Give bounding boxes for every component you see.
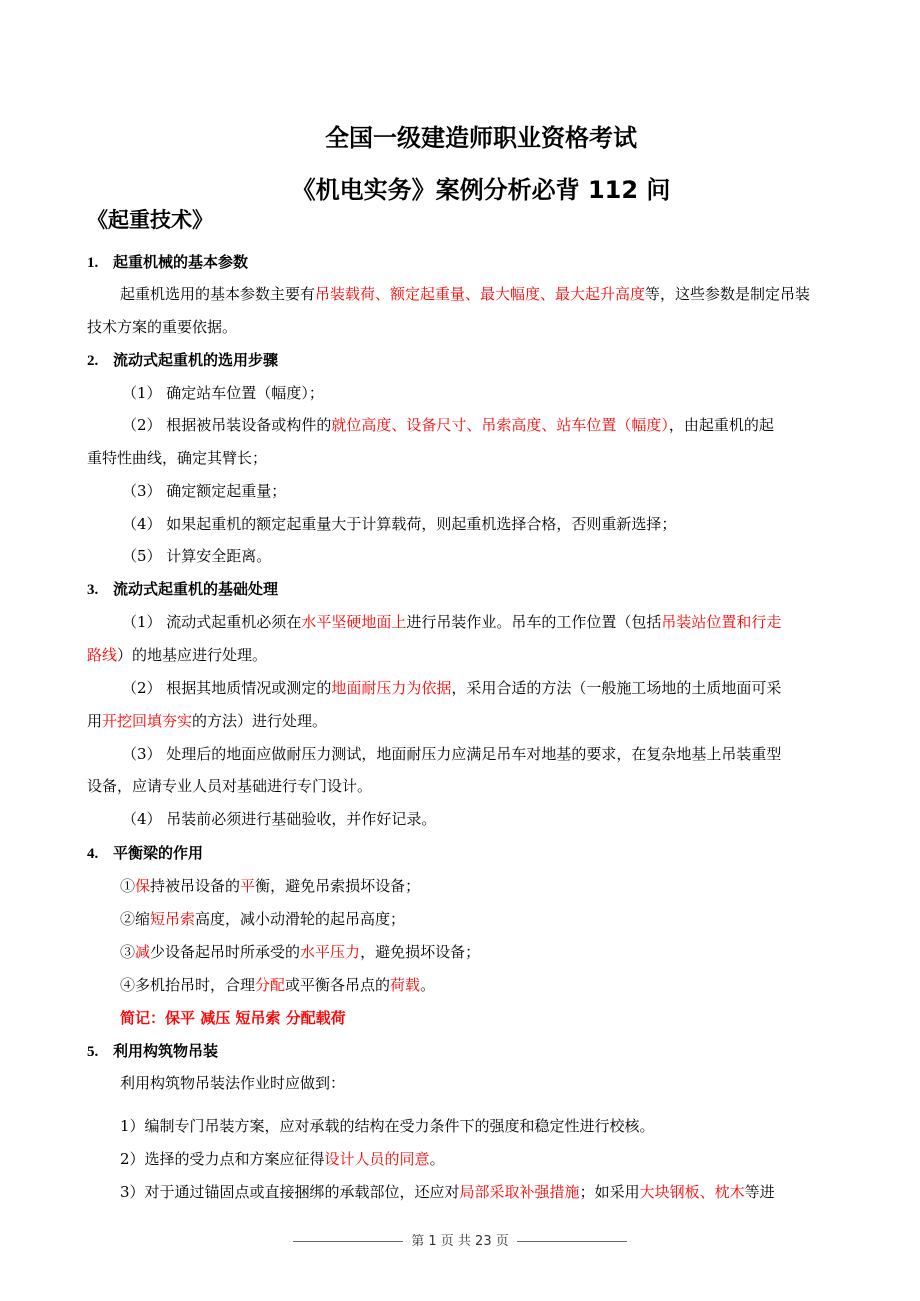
document-title: 全国一级建造师职业资格考试 [325,124,637,152]
item-1-paragraph-line2: 技术方案的重要依据。 [87,318,238,336]
item-1-paragraph-line1: 起重机选用的基本参数主要有吊装载荷、额定起重量、最大幅度、最大起升高度等，这些参数是制定吊装 [120,285,811,303]
item-4-line2: ②缩短吊索高度，减小动滑轮的起吊高度； [120,910,406,928]
item-4-line3: ③减少设备起吊时所承受的水平压力，避免损坏设备； [120,943,481,961]
item-2-step-2-cont: 重特性曲线，确定其臂长； [87,449,268,467]
item-2-step-3: （3） 确定额定起重量； [122,482,287,500]
page-number: 第 1 页 共 23 页 [411,1234,509,1249]
document-subtitle: 《机电实务》案例分析必背 112 问 [291,176,671,204]
item-3-p1-line2: 路线）的地基应进行处理。 [87,646,268,664]
item-1-heading: 1. 起重机械的基本参数 [87,253,249,271]
footer-rule-left [293,1241,403,1242]
item-4-line4: ④多机抬吊时，合理分配或平衡各吊点的荷载。 [120,976,436,994]
item-3-p1-line1: （1） 流动式起重机必须在水平坚硬地面上进行吊装作业。吊车的工作位置（包括吊装站位置和行走 [122,613,782,631]
item-5-line3: 3）对于通过锚固点或直接捆绑的承载部位，还应对局部采取补强措施；如采用大块钢板、枕木等进 [120,1183,775,1201]
page-footer [0,1230,920,1249]
item-2-step-1: （1） 确定站车位置（幅度）； [122,384,324,402]
item-3-p4: （4） 吊装前必须进行基础验收，并作好记录。 [122,810,437,828]
item-4-line1: ①保持被吊设备的平衡，避免吊索损坏设备； [120,877,421,895]
item-5-line1: 1）编制专门吊装方案，应对承载的结构在受力条件下的强度和稳定性进行校核。 [120,1117,655,1135]
item-5-heading: 5. 利用构筑物吊装 [87,1042,219,1060]
item-3-p2-line1: （2） 根据其地质情况或测定的地面耐压力为依据，采用合适的方法（一般施工场地的土质地面可采 [122,679,782,697]
item-2-step-5: （5） 计算安全距离。 [122,547,272,565]
item-4-memo: 简记：保平 减压 短吊索 分配载荷 [120,1009,346,1027]
item-3-p2-line2: 用开挖回填夯实的方法）进行处理。 [87,712,328,730]
item-5-intro: 利用构筑物吊装法作业时应做到： [120,1074,346,1092]
footer-rule-right [517,1241,627,1242]
item-3-p3-line1: （3） 处理后的地面应做耐压力测试，地面耐压力应满足吊车对地基的要求，在复杂地基上吊装重型 [122,745,782,763]
section-title: 《起重技术》 [87,208,213,232]
item-4-heading: 4. 平衡梁的作用 [87,844,204,862]
item-2-step-2: （2） 根据被吊装设备或构件的就位高度、设备尺寸、吊索高度、站车位置（幅度），由起重机的起 [122,416,774,434]
item-2-step-4: （4） 如果起重机的额定起重量大于计算载荷，则起重机选择合格，否则重新选择； [122,515,677,533]
item-3-heading: 3. 流动式起重机的基础处理 [87,580,279,598]
item-5-line2: 2）选择的受力点和方案应征得设计人员的同意。 [120,1150,445,1168]
item-2-heading: 2. 流动式起重机的选用步骤 [87,351,279,369]
item-3-p3-line2: 设备，应请专业人员对基础进行专门设计。 [87,777,373,795]
